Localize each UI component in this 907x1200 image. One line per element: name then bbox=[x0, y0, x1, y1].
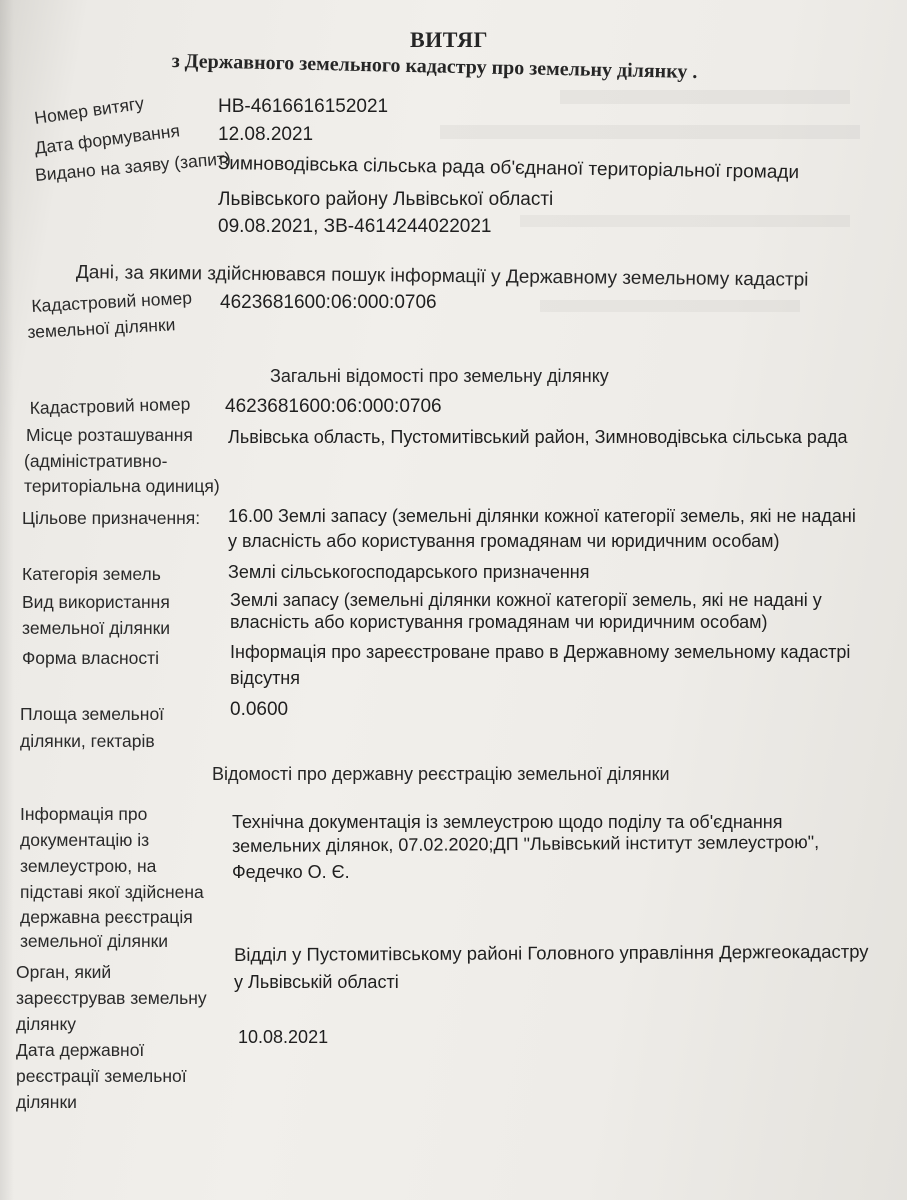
doc-label-line-6: земельної ділянки bbox=[20, 931, 169, 951]
search-cadastral-label-line-1: Кадастровий номер bbox=[30, 287, 193, 317]
area-value: 0.0600 bbox=[230, 699, 289, 720]
location-value: Львівська область, Пустомитівський район, Зимноводівська сільська рада bbox=[228, 427, 848, 447]
usage-line-1: Землі запасу (земельні ділянки кожної категорії земель, які не надані у bbox=[230, 590, 822, 610]
document-title: ВИТЯГ bbox=[410, 27, 489, 52]
issued-line-3: 09.08.2021, ЗВ-4614244022021 bbox=[218, 216, 492, 237]
issued-line-2: Львівського району Львівської області bbox=[218, 189, 554, 210]
date-label-line-2: реєстрації земельної bbox=[16, 1066, 187, 1086]
doc-label-line-2: документацію із bbox=[20, 830, 150, 850]
category-label: Категорія земель bbox=[22, 564, 161, 584]
issued-label: Видано на заяву (запит) bbox=[34, 147, 232, 186]
doc-label-line-3: землеустрою, на bbox=[20, 856, 157, 876]
formed-date-label: Дата формування bbox=[33, 120, 181, 159]
location-label-line-2: (адміністративно- bbox=[24, 451, 168, 471]
search-heading: Дані, за якими здійснювався пошук інформації у Державному земельному кадастрі bbox=[75, 262, 809, 291]
usage-line-2: власність або користування громадянам чи юридичним особам) bbox=[230, 612, 768, 632]
area-label-line-1: Площа земельної bbox=[20, 704, 165, 724]
extract-number-value: НВ-4616616152021 bbox=[218, 96, 389, 117]
doc-label-line-4: підставі якої здійснена bbox=[20, 882, 204, 902]
doc-label-line-1: Інформація про bbox=[20, 804, 148, 824]
bleed-through-mark bbox=[540, 300, 800, 312]
body-label-line-2: зареєстрував земельну bbox=[16, 988, 207, 1008]
location-label-line-3: територіальна одиниця) bbox=[24, 476, 220, 496]
ownership-line-2: відсутня bbox=[230, 668, 300, 688]
date-label-line-3: ділянки bbox=[16, 1092, 77, 1112]
bleed-through-mark bbox=[560, 90, 850, 104]
doc-line-3: Федечко О. Є. bbox=[232, 862, 350, 882]
general-heading: Загальні відомості про земельну ділянку bbox=[270, 366, 609, 386]
body-line-2: у Львівській області bbox=[234, 972, 399, 992]
registration-heading: Відомості про державну реєстрацію земельної ділянки bbox=[212, 764, 670, 784]
page-edge-shadow bbox=[0, 0, 14, 1200]
search-cadastral-number: 4623681600:06:000:0706 bbox=[220, 292, 437, 313]
ownership-label: Форма власності bbox=[22, 648, 160, 668]
general-cadastral-label: Кадастровий номер bbox=[29, 393, 191, 419]
ownership-line-1: Інформація про зареєстроване право в Державному земельному кадастрі bbox=[230, 642, 851, 662]
document-subtitle: з Державного земельного кадастру про земельну ділянку . bbox=[171, 50, 698, 84]
category-value: Землі сільськогосподарського призначення bbox=[228, 562, 590, 582]
bleed-through-mark bbox=[440, 125, 860, 139]
date-label-line-1: Дата державної bbox=[16, 1040, 145, 1060]
location-label-line-1: Місце розташування bbox=[26, 425, 193, 445]
formed-date-value: 12.08.2021 bbox=[218, 124, 314, 145]
general-cadastral-number: 4623681600:06:000:0706 bbox=[225, 396, 442, 417]
usage-label-line-1: Вид використання bbox=[22, 592, 170, 612]
doc-label-line-5: державна реєстрація bbox=[20, 907, 193, 927]
body-line-1: Відділ у Пустомитівському районі Головного управління Держгеокадастру bbox=[234, 940, 869, 965]
purpose-label: Цільове призначення: bbox=[22, 508, 201, 528]
doc-line-1: Технічна документація із землеустрою щодо поділу та об'єднання bbox=[232, 812, 783, 832]
bleed-through-mark bbox=[520, 215, 850, 227]
issued-line-1: Зимноводівська сільська рада об'єднаної територіальної громади bbox=[217, 153, 800, 184]
search-cadastral-label-line-2: земельної ділянки bbox=[26, 314, 176, 343]
body-label-line-3: ділянку bbox=[16, 1014, 77, 1034]
body-label-line-1: Орган, який bbox=[16, 962, 112, 982]
extract-number-label: Номер витягу bbox=[33, 92, 146, 129]
doc-line-2: земельних ділянок, 07.02.2020;ДП "Львівський інститут землеустрою", bbox=[232, 831, 820, 856]
registration-date: 10.08.2021 bbox=[238, 1027, 329, 1047]
usage-label-line-2: земельної ділянки bbox=[22, 618, 171, 638]
purpose-line-2: у власність або користування громадянам чи юридичним особам) bbox=[228, 531, 780, 551]
purpose-line-1: 16.00 Землі запасу (земельні ділянки кожної категорії земель, які не надані bbox=[228, 506, 856, 526]
area-label-line-2: ділянки, гектарів bbox=[20, 731, 155, 751]
